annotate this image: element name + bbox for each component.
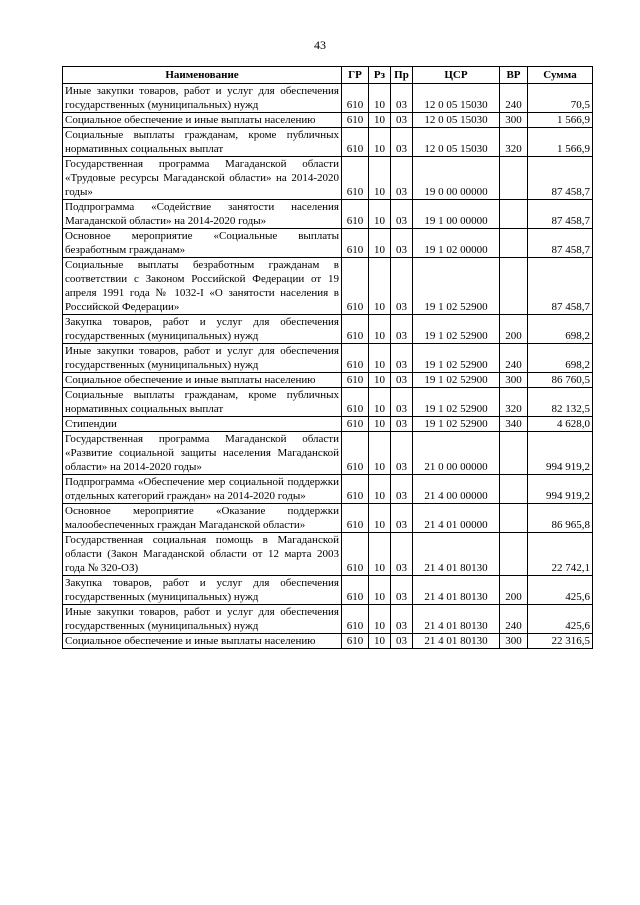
cell-name: Основное мероприятие «Социальные выплаты безработным гражданам» (63, 229, 342, 258)
cell-vr: 200 (500, 315, 528, 344)
cell-pr: 03 (391, 258, 413, 315)
cell-pr: 03 (391, 388, 413, 417)
cell-rz: 10 (369, 84, 391, 113)
cell-vr: 300 (500, 634, 528, 649)
header-vr: ВР (500, 67, 528, 84)
cell-rz: 10 (369, 258, 391, 315)
table-row (63, 258, 593, 315)
cell-pr: 03 (391, 576, 413, 605)
cell-sum: 86 760,5 (528, 373, 593, 388)
cell-name: Государственная социальная помощь в Магаданской области (Закон Магаданской области от 12 марта 2003 года № 320-ОЗ) (63, 533, 342, 576)
cell-name: Подпрограмма «Обеспечение мер социальной поддержки отдельных категорий граждан» на 2014-2020 годы» (63, 475, 342, 504)
table-row (63, 504, 593, 533)
cell-name: Социальное обеспечение и иные выплаты населению (63, 113, 342, 128)
header-name: Наименование (63, 67, 342, 84)
cell-rz: 10 (369, 344, 391, 373)
cell-name: Социальные выплаты гражданам, кроме публичных нормативных социальных выплат (63, 128, 342, 157)
cell-csr: 19 1 00 00000 (413, 200, 500, 229)
header-row (63, 67, 593, 84)
cell-vr: 300 (500, 113, 528, 128)
header-gr: ГР (342, 67, 369, 84)
cell-vr: 300 (500, 373, 528, 388)
table-row (63, 388, 593, 417)
cell-vr: 320 (500, 388, 528, 417)
table-row (63, 113, 593, 128)
cell-pr: 03 (391, 157, 413, 200)
cell-vr (500, 504, 528, 533)
cell-pr: 03 (391, 432, 413, 475)
cell-sum: 22 316,5 (528, 634, 593, 649)
table-row (63, 84, 593, 113)
cell-csr: 19 1 02 52900 (413, 417, 500, 432)
cell-rz: 10 (369, 157, 391, 200)
cell-vr: 340 (500, 417, 528, 432)
cell-sum: 425,6 (528, 576, 593, 605)
cell-gr: 610 (342, 373, 369, 388)
cell-gr: 610 (342, 576, 369, 605)
cell-vr (500, 258, 528, 315)
budget-table (62, 66, 593, 649)
cell-sum: 994 919,2 (528, 475, 593, 504)
cell-rz: 10 (369, 533, 391, 576)
cell-sum: 1 566,9 (528, 113, 593, 128)
cell-csr: 19 1 02 52900 (413, 373, 500, 388)
table-row (63, 576, 593, 605)
cell-gr: 610 (342, 258, 369, 315)
cell-rz: 10 (369, 388, 391, 417)
cell-sum: 698,2 (528, 344, 593, 373)
cell-name: Иные закупки товаров, работ и услуг для обеспечения государственных (муниципальных) нужд (63, 605, 342, 634)
cell-sum: 87 458,7 (528, 229, 593, 258)
cell-gr: 610 (342, 128, 369, 157)
cell-rz: 10 (369, 504, 391, 533)
cell-csr: 19 1 02 52900 (413, 344, 500, 373)
cell-gr: 610 (342, 388, 369, 417)
table-row (63, 475, 593, 504)
cell-pr: 03 (391, 113, 413, 128)
cell-csr: 19 1 02 52900 (413, 388, 500, 417)
cell-gr: 610 (342, 605, 369, 634)
cell-sum: 22 742,1 (528, 533, 593, 576)
cell-rz: 10 (369, 128, 391, 157)
cell-pr: 03 (391, 128, 413, 157)
cell-vr (500, 200, 528, 229)
cell-csr: 12 0 05 15030 (413, 128, 500, 157)
cell-pr: 03 (391, 605, 413, 634)
cell-gr: 610 (342, 533, 369, 576)
cell-pr: 03 (391, 200, 413, 229)
cell-csr: 21 4 01 00000 (413, 504, 500, 533)
cell-name: Иные закупки товаров, работ и услуг для обеспечения государственных (муниципальных) нужд (63, 84, 342, 113)
cell-rz: 10 (369, 475, 391, 504)
cell-rz: 10 (369, 373, 391, 388)
table-row (63, 417, 593, 432)
cell-sum: 87 458,7 (528, 200, 593, 229)
cell-pr: 03 (391, 634, 413, 649)
cell-sum: 425,6 (528, 605, 593, 634)
cell-csr: 12 0 05 15030 (413, 84, 500, 113)
cell-gr: 610 (342, 200, 369, 229)
cell-sum: 994 919,2 (528, 432, 593, 475)
cell-rz: 10 (369, 229, 391, 258)
cell-csr: 19 1 02 52900 (413, 258, 500, 315)
cell-name: Социальное обеспечение и иные выплаты населению (63, 634, 342, 649)
cell-vr: 200 (500, 576, 528, 605)
cell-sum: 4 628,0 (528, 417, 593, 432)
cell-name: Социальное обеспечение и иные выплаты населению (63, 373, 342, 388)
cell-name: Основное мероприятие «Оказание поддержки малообеспеченных граждан Магаданской области» (63, 504, 342, 533)
cell-gr: 610 (342, 84, 369, 113)
cell-gr: 610 (342, 475, 369, 504)
cell-sum: 87 458,7 (528, 157, 593, 200)
header-rz: Рз (369, 67, 391, 84)
cell-pr: 03 (391, 475, 413, 504)
cell-vr (500, 432, 528, 475)
cell-csr: 21 4 00 00000 (413, 475, 500, 504)
cell-gr: 610 (342, 504, 369, 533)
header-sum: Сумма (528, 67, 593, 84)
cell-vr (500, 475, 528, 504)
cell-sum: 698,2 (528, 315, 593, 344)
cell-rz: 10 (369, 417, 391, 432)
table-row (63, 373, 593, 388)
table-row (63, 533, 593, 576)
cell-name: Подпрограмма «Содействие занятости населения Магаданской области» на 2014-2020 годы» (63, 200, 342, 229)
cell-rz: 10 (369, 200, 391, 229)
cell-gr: 610 (342, 432, 369, 475)
table-row (63, 344, 593, 373)
cell-vr: 240 (500, 344, 528, 373)
cell-pr: 03 (391, 229, 413, 258)
header-csr: ЦСР (413, 67, 500, 84)
cell-pr: 03 (391, 344, 413, 373)
cell-csr: 21 4 01 80130 (413, 533, 500, 576)
table-body (63, 84, 593, 649)
cell-csr: 21 4 01 80130 (413, 576, 500, 605)
cell-name: Социальные выплаты безработным гражданам в соответствии с Законом Российской Федерации от 19 апреля 1991 года № 1032-I «О занятости населения в Российской Федерации» (63, 258, 342, 315)
table-row (63, 157, 593, 200)
cell-gr: 610 (342, 229, 369, 258)
page-number: 43 (314, 38, 326, 52)
cell-name: Государственная программа Магаданской области «Трудовые ресурсы Магаданской области» на 2014-2020 годы» (63, 157, 342, 200)
cell-vr (500, 229, 528, 258)
header-pr: Пр (391, 67, 413, 84)
cell-sum: 70,5 (528, 84, 593, 113)
cell-gr: 610 (342, 157, 369, 200)
cell-rz: 10 (369, 634, 391, 649)
cell-sum: 86 965,8 (528, 504, 593, 533)
table-row (63, 229, 593, 258)
cell-vr: 240 (500, 605, 528, 634)
cell-sum: 1 566,9 (528, 128, 593, 157)
cell-vr: 240 (500, 84, 528, 113)
cell-pr: 03 (391, 417, 413, 432)
cell-csr: 21 4 01 80130 (413, 605, 500, 634)
cell-pr: 03 (391, 373, 413, 388)
cell-rz: 10 (369, 113, 391, 128)
cell-vr (500, 533, 528, 576)
cell-rz: 10 (369, 432, 391, 475)
cell-pr: 03 (391, 84, 413, 113)
table-row (63, 634, 593, 649)
cell-pr: 03 (391, 504, 413, 533)
cell-pr: 03 (391, 533, 413, 576)
cell-name: Социальные выплаты гражданам, кроме публичных нормативных социальных выплат (63, 388, 342, 417)
cell-csr: 21 0 00 00000 (413, 432, 500, 475)
table-row (63, 200, 593, 229)
cell-gr: 610 (342, 417, 369, 432)
cell-sum: 82 132,5 (528, 388, 593, 417)
table-row (63, 605, 593, 634)
cell-vr: 320 (500, 128, 528, 157)
cell-csr: 19 1 02 52900 (413, 315, 500, 344)
cell-csr: 12 0 05 15030 (413, 113, 500, 128)
table-row (63, 432, 593, 475)
cell-pr: 03 (391, 315, 413, 344)
cell-gr: 610 (342, 113, 369, 128)
cell-csr: 19 0 00 00000 (413, 157, 500, 200)
table-row (63, 315, 593, 344)
cell-rz: 10 (369, 576, 391, 605)
cell-sum: 87 458,7 (528, 258, 593, 315)
cell-name: Закупка товаров, работ и услуг для обеспечения государственных (муниципальных) нужд (63, 576, 342, 605)
cell-name: Стипендии (63, 417, 342, 432)
cell-gr: 610 (342, 315, 369, 344)
cell-gr: 610 (342, 344, 369, 373)
cell-name: Закупка товаров, работ и услуг для обеспечения государственных (муниципальных) нужд (63, 315, 342, 344)
cell-gr: 610 (342, 634, 369, 649)
cell-csr: 19 1 02 00000 (413, 229, 500, 258)
cell-csr: 21 4 01 80130 (413, 634, 500, 649)
cell-vr (500, 157, 528, 200)
table-row (63, 128, 593, 157)
cell-name: Иные закупки товаров, работ и услуг для обеспечения государственных (муниципальных) нужд (63, 344, 342, 373)
cell-name: Государственная программа Магаданской области «Развитие социальной защиты населения Магаданской области» на 2014-2020 годы» (63, 432, 342, 475)
cell-rz: 10 (369, 605, 391, 634)
table-header (63, 67, 593, 84)
cell-rz: 10 (369, 315, 391, 344)
